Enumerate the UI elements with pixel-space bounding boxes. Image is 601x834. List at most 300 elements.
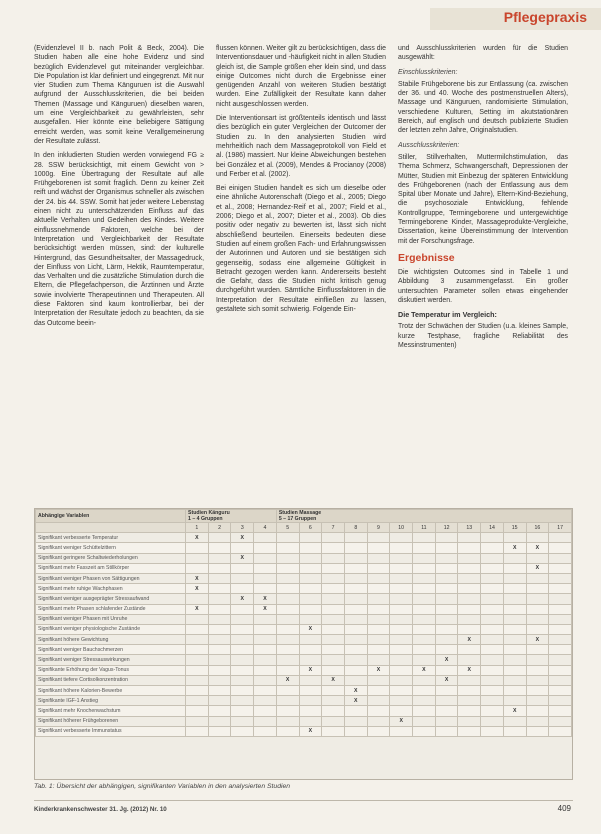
- significance-mark: X: [526, 563, 549, 573]
- table-cell: [435, 645, 458, 655]
- table-cell: [458, 706, 481, 716]
- table-cell: [322, 696, 345, 706]
- table-row: [36, 696, 572, 706]
- table-cell: [186, 563, 209, 573]
- significance-mark: X: [186, 573, 209, 583]
- table-cell: [231, 635, 254, 645]
- study-number-cell: 3: [231, 523, 254, 533]
- paragraph: und Ausschlusskriterien wurden für die Studien ausgewählt:: [398, 45, 568, 62]
- table-cell: [413, 604, 436, 614]
- significance-mark: X: [503, 706, 526, 716]
- table-cell: [322, 726, 345, 736]
- table-cell: [231, 614, 254, 624]
- table-cell: [481, 624, 504, 634]
- table-cell: [549, 614, 572, 624]
- table-cell: [322, 614, 345, 624]
- table-row: [36, 604, 572, 614]
- table-cell: [503, 716, 526, 726]
- table-cell: [344, 675, 367, 685]
- table-cell: [481, 543, 504, 553]
- table-cell: [322, 594, 345, 604]
- table-cell: [503, 573, 526, 583]
- table-cell: [344, 533, 367, 543]
- table-cell: [435, 635, 458, 645]
- table-cell: [503, 726, 526, 736]
- table-cell: [549, 594, 572, 604]
- table-cell: [481, 716, 504, 726]
- table-cell: [458, 655, 481, 665]
- table-cell: [208, 563, 231, 573]
- table-cell: [413, 645, 436, 655]
- table-cell: [458, 614, 481, 624]
- table-cell: [503, 584, 526, 594]
- variable-label: Signifikant weniger Bauchschmerzen: [36, 645, 186, 655]
- table-cell: [208, 635, 231, 645]
- table-cell: [435, 665, 458, 675]
- table-cell: [186, 624, 209, 634]
- significance-mark: X: [413, 665, 436, 675]
- significance-mark: X: [322, 675, 345, 685]
- table-cell: [435, 594, 458, 604]
- table-cell: [299, 696, 322, 706]
- table-cell: [367, 716, 390, 726]
- variables-table: [35, 509, 572, 737]
- table-cell: [299, 604, 322, 614]
- table-cell: [390, 543, 413, 553]
- table-cell: [231, 624, 254, 634]
- page-number: 409: [557, 804, 571, 813]
- table-cell: [367, 543, 390, 553]
- table-cell: [526, 645, 549, 655]
- table-cell: [231, 604, 254, 614]
- table-row: [36, 543, 572, 553]
- table-cell: [208, 533, 231, 543]
- table-cell: [481, 675, 504, 685]
- table-cell: [549, 696, 572, 706]
- significance-mark: X: [186, 604, 209, 614]
- table-cell: [435, 624, 458, 634]
- significance-mark: X: [458, 635, 481, 645]
- table-cell: [322, 655, 345, 665]
- table-cell: [322, 635, 345, 645]
- section-heading-results: Ergebnisse: [398, 251, 455, 264]
- table-cell: [481, 533, 504, 543]
- table-cell: [390, 614, 413, 624]
- table-cell: [276, 624, 299, 634]
- significance-mark: X: [299, 726, 322, 736]
- table-cell: [458, 686, 481, 696]
- table-cell: [435, 696, 458, 706]
- table-cell: [458, 553, 481, 563]
- table-cell: [526, 686, 549, 696]
- table-cell: [367, 604, 390, 614]
- significance-mark: X: [231, 533, 254, 543]
- significance-mark: X: [435, 655, 458, 665]
- table-cell: [481, 635, 504, 645]
- table-cell: [208, 624, 231, 634]
- table-cell: [413, 635, 436, 645]
- table-cell: [503, 614, 526, 624]
- table-cell: [276, 573, 299, 583]
- table-cell: [413, 563, 436, 573]
- table-cell: [299, 706, 322, 716]
- significance-mark: X: [276, 675, 299, 685]
- table-cell: [390, 686, 413, 696]
- table-cell: [231, 726, 254, 736]
- variable-label: Signifikant weniger Phasen mit Unruhe: [36, 614, 186, 624]
- table-cell: [526, 675, 549, 685]
- table-cell: [208, 594, 231, 604]
- table-row: [36, 675, 572, 685]
- table-cell: [390, 604, 413, 614]
- table-cell: [208, 716, 231, 726]
- table-cell: [254, 543, 277, 553]
- table-cell: [344, 716, 367, 726]
- table-cell: [549, 706, 572, 716]
- paragraph: In den inkludierten Studien werden vorwiegend FG ≥ 28. SSW berücksichtigt, mit einem Gewicht von > 1000g. Eine Übertragung der Resultate auf alle Frühgeborenen ist somit fraglich. Denn zu keiner Zeit reift und wächst der Organismus schneller als zwischen der 24. bis 44. SSW. Somit hat jeder weitere Lebenstag einen nicht zu unterschätzenden Einfluss auf das aktuelle Verhalten und Gedeihen des Kindes. Weitere einflussnehmende Faktoren, welche bei der Interpretation und Vergleichbarkeit der Resultate berücksichtigt werden müssen, sind: der kulturelle Hintergrund, das Gesundheitsalter, der Massagedruck, der Einfluss von Licht, Lärm, Hektik, Raumtemperatur, das Verhalten und die zusätzliche Stimulation durch die Eltern, die Pflegefachperson, die Ärztinnen und Ärzte sowie involvierte Therapeutinnen und Therapeuten. All diese Faktoren sind kaum kontrollierbar, bei der Interpretation der Resultate jedoch zu beachten, da sie das Outcome beein-: [34, 152, 204, 327]
- table-cell: [231, 716, 254, 726]
- section-label: Pflegepraxis: [503, 9, 587, 25]
- table-cell: [413, 655, 436, 665]
- significance-mark: X: [503, 543, 526, 553]
- table-cell: [458, 594, 481, 604]
- significance-mark: X: [435, 675, 458, 685]
- text-column-2: [216, 44, 386, 474]
- table-cell: [231, 584, 254, 594]
- table-cell: [367, 655, 390, 665]
- table-cell: [503, 696, 526, 706]
- study-number-cell: 6: [299, 523, 322, 533]
- table-cell: [344, 665, 367, 675]
- table-cell: [413, 543, 436, 553]
- table-cell: [526, 584, 549, 594]
- group-title: Studien Massage: [278, 510, 322, 516]
- table-cell: [526, 533, 549, 543]
- table-cell: [344, 624, 367, 634]
- significance-mark: X: [254, 594, 277, 604]
- table-cell: [322, 563, 345, 573]
- table-cell: [254, 726, 277, 736]
- table-cell: [276, 645, 299, 655]
- table-cell: [367, 675, 390, 685]
- table-cell: [435, 686, 458, 696]
- variable-label: Signifikant höhere Kalorien-Bewerbe: [36, 686, 186, 696]
- table-cell: [208, 696, 231, 706]
- journal-name: Kinderkrankenschwester 31. Jg. (2012) Nr. 10: [34, 806, 167, 813]
- table-cell: [458, 604, 481, 614]
- table-cell: [276, 533, 299, 543]
- table-cell: [390, 553, 413, 563]
- table-cell: [254, 533, 277, 543]
- table-cell: [254, 553, 277, 563]
- subheading-inclusion: Einschlusskriterien:: [398, 68, 458, 76]
- table-cell: [231, 675, 254, 685]
- table-cell: [367, 563, 390, 573]
- table-cell: [299, 563, 322, 573]
- table-cell: [367, 533, 390, 543]
- table-cell: [299, 716, 322, 726]
- table-cell: [481, 726, 504, 736]
- study-number-cell: 11: [413, 523, 436, 533]
- table-cell: [367, 573, 390, 583]
- table-cell: [299, 686, 322, 696]
- table-row: [36, 665, 572, 675]
- table-cell: [299, 533, 322, 543]
- table-cell: [458, 543, 481, 553]
- table-cell: [208, 665, 231, 675]
- paragraph: Die Interventionsart ist größtenteils identisch und lässt dies bezüglich ein guter Vergleichen der Outcomer der Studien zu. In den analysierten Studien wird mehrheitlich nach dem Massageprotokoll von Field et al. (1986) massiert. Nur kleine Abweichungen bestehen bei González et al. (2009), Mendes & Procianoy (2008) und Ferber et al. (2002).: [216, 115, 386, 178]
- table-cell: [344, 604, 367, 614]
- table-cell: [186, 706, 209, 716]
- table-cell: [549, 665, 572, 675]
- text-column-1: [34, 44, 204, 474]
- table-study-number-row: [36, 523, 572, 533]
- paragraph: Bei einigen Studien handelt es sich um dieselbe oder eine ähnliche Autorenschaft (Diego et al., 2005; Diego et al., 2008; Hernandez-Reif et al., 2007; Field et al., 2006; Diego et al., 2007; Dieter et al., 2003). Ob dies positiv oder negativ zu bewerten ist, lässt sich nicht abschließend beurteilen. Einerseits bedeuten diese Studien auf einem großen Fach- und Erfahrungswissen der Autorinnen und Autoren und sie bestätigen sich gegenseitig, sodass eine allgemeine Gültigkeit in Betracht gezogen werden kann. Andererseits besteht die Gefahr, dass die Studien nicht kritisch genug durchgeführt wurden. Sämtliche Einflussfaktoren in die Interpretation der Resultate einfließen zu lassen, gestaltete sich somit schwierig. Folgende Ein-: [216, 185, 386, 314]
- table-cell: [186, 696, 209, 706]
- table-cell: [322, 706, 345, 716]
- table-cell: [481, 584, 504, 594]
- table-row: [36, 655, 572, 665]
- table-cell: [503, 553, 526, 563]
- table-cell: [526, 604, 549, 614]
- table-cell: [549, 563, 572, 573]
- table-cell: [367, 645, 390, 655]
- study-number-cell: 15: [503, 523, 526, 533]
- group-subtitle: 5 – 17 Gruppen: [278, 516, 317, 522]
- table-cell: [413, 614, 436, 624]
- table-cell: [254, 686, 277, 696]
- table-cell: [458, 584, 481, 594]
- table-cell: [254, 696, 277, 706]
- table-cell: [322, 533, 345, 543]
- table-cell: [322, 645, 345, 655]
- table-cell: [549, 543, 572, 553]
- table-cell: [503, 563, 526, 573]
- table-cell: [208, 573, 231, 583]
- table-cell: [322, 604, 345, 614]
- table-cell: [503, 594, 526, 604]
- table-cell: [186, 686, 209, 696]
- table-cell: [208, 675, 231, 685]
- table-cell: [390, 533, 413, 543]
- study-number-cell: 14: [481, 523, 504, 533]
- table-cell: [208, 726, 231, 736]
- study-number-cell: 17: [549, 523, 572, 533]
- table-caption: Tab. 1: Übersicht der abhängigen, signifikanten Variablen in den analysierten Studien: [34, 783, 291, 790]
- variable-label: Signifikant mehr ruhige Wachphasen: [36, 584, 186, 594]
- table-cell: [276, 706, 299, 716]
- table-row: [36, 686, 572, 696]
- table-cell: [208, 686, 231, 696]
- table-cell: [367, 594, 390, 604]
- table-cell: [186, 635, 209, 645]
- table-row: [36, 533, 572, 543]
- table-cell: [503, 624, 526, 634]
- paragraph: Die wichtigsten Outcomes sind in Tabelle 1 und Abbildung 3 zusammengefasst. Ein großer untersuchten Parameter sollen etwas eingehender diskutiert werden.: [398, 268, 568, 304]
- table-cell: [549, 655, 572, 665]
- table-cell: [413, 533, 436, 543]
- table-cell: [481, 686, 504, 696]
- table-row: [36, 645, 572, 655]
- table-cell: [322, 543, 345, 553]
- table-cell: [526, 614, 549, 624]
- variable-label: Signifikant weniger Schüttelzittern: [36, 543, 186, 553]
- table-cell: [322, 624, 345, 634]
- study-number-cell: 2: [208, 523, 231, 533]
- significance-mark: X: [344, 696, 367, 706]
- table-cell: [549, 553, 572, 563]
- table-cell: [186, 594, 209, 604]
- table-cell: [276, 604, 299, 614]
- table-cell: [390, 624, 413, 634]
- table-cell: [526, 624, 549, 634]
- table-cell: [299, 614, 322, 624]
- table-cell: [299, 635, 322, 645]
- table-cell: [322, 553, 345, 563]
- table-cell: [413, 696, 436, 706]
- results-table: [34, 508, 573, 780]
- study-number-cell: 5: [276, 523, 299, 533]
- table-cell: [254, 563, 277, 573]
- table-cell: [549, 533, 572, 543]
- table-cell: [390, 573, 413, 583]
- study-number-cell: 8: [344, 523, 367, 533]
- study-number-cell: 10: [390, 523, 413, 533]
- table-cell: [299, 584, 322, 594]
- paragraph: Trotz der Schwächen der Studien (u.a. kleines Sample, kurze Testphase, fragliche Reliabilität des Messinstrumenten): [398, 323, 568, 350]
- table-cell: [458, 645, 481, 655]
- study-number-cell: 13: [458, 523, 481, 533]
- significance-mark: X: [390, 716, 413, 726]
- significance-mark: X: [254, 604, 277, 614]
- table-row: [36, 553, 572, 563]
- table-cell: [186, 614, 209, 624]
- table-cell: [231, 563, 254, 573]
- study-number-cell: 4: [254, 523, 277, 533]
- table-cell: [344, 563, 367, 573]
- table-cell: [549, 573, 572, 583]
- table-cell: [549, 726, 572, 736]
- significance-mark: X: [231, 553, 254, 563]
- table-cell: [276, 614, 299, 624]
- table-cell: [458, 675, 481, 685]
- significance-mark: X: [367, 665, 390, 675]
- study-number-cell: 1: [186, 523, 209, 533]
- table-cell: [208, 543, 231, 553]
- significance-mark: X: [299, 665, 322, 675]
- table-cell: [481, 706, 504, 716]
- table-cell: [344, 594, 367, 604]
- table-cell: [435, 543, 458, 553]
- table-cell: [254, 655, 277, 665]
- table-cell: [208, 584, 231, 594]
- table-cell: [549, 645, 572, 655]
- variable-label: Signifikant geringere Schaltwiederholungen: [36, 553, 186, 563]
- table-cell: [208, 706, 231, 716]
- table-cell: [299, 553, 322, 563]
- group-title: Studien Känguru: [188, 510, 230, 516]
- table-cell: [186, 716, 209, 726]
- significance-mark: X: [344, 686, 367, 696]
- table-cell: [549, 686, 572, 696]
- table-cell: [526, 665, 549, 675]
- table-cell: [367, 553, 390, 563]
- variable-label: Signifikant weniger ausgeprägter Stressaufwand: [36, 594, 186, 604]
- study-number-cell: 9: [367, 523, 390, 533]
- table-row: [36, 573, 572, 583]
- variable-label: Signifikant weniger physiologische Zustände: [36, 624, 186, 634]
- table-cell: [276, 543, 299, 553]
- variable-label: Signifikant mehr Phasen schlafender Zustände: [36, 604, 186, 614]
- table-cell: [322, 573, 345, 583]
- variable-label: Signifikante IGF-1 Anstieg: [36, 696, 186, 706]
- table-cell: [390, 696, 413, 706]
- table-cell: [231, 645, 254, 655]
- table-cell: [299, 543, 322, 553]
- significance-mark: X: [186, 584, 209, 594]
- table-cell: [276, 686, 299, 696]
- table-cell: [276, 584, 299, 594]
- table-cell: [254, 624, 277, 634]
- significance-mark: X: [526, 543, 549, 553]
- table-cell: [299, 594, 322, 604]
- text-column-3: [398, 44, 568, 474]
- table-cell: [435, 614, 458, 624]
- table-cell: [549, 584, 572, 594]
- table-cell: [503, 635, 526, 645]
- variable-label: Signifikant mehr Knochenwachstum: [36, 706, 186, 716]
- table-cell: [503, 533, 526, 543]
- table-cell: [458, 563, 481, 573]
- table-cell: [208, 655, 231, 665]
- significance-mark: X: [526, 635, 549, 645]
- table-cell: [435, 533, 458, 543]
- table-cell: [367, 706, 390, 716]
- table-cell: [344, 635, 367, 645]
- table-cell: [367, 686, 390, 696]
- table-cell: [481, 614, 504, 624]
- table-cell: [458, 533, 481, 543]
- table-cell: [458, 726, 481, 736]
- table-cell: [299, 573, 322, 583]
- table-cell: [549, 604, 572, 614]
- table-cell: [276, 716, 299, 726]
- table-cell: [435, 726, 458, 736]
- table-row: [36, 635, 572, 645]
- table-cell: [390, 594, 413, 604]
- table-row: [36, 584, 572, 594]
- table-cell: [276, 665, 299, 675]
- table-cell: [481, 696, 504, 706]
- table-cell: [231, 706, 254, 716]
- table-cell: [208, 553, 231, 563]
- paragraph: flussen können. Weiter gilt zu berücksichtigen, dass die Interventionsdauer und -häufigkeit nicht in allen Studien gleich ist, die Sample größen eher klein sind, und dass einige Outcomes nicht durch die Ergebnisse einer genügenden Anzahl von weiteren Studien bestätigt wurden. Eine Zufälligkeit der Resultate kann daher nicht ausgeschlossen werden.: [216, 45, 386, 108]
- table-cell: [481, 563, 504, 573]
- table-cell: [526, 594, 549, 604]
- table-cell: [367, 635, 390, 645]
- table-corner-cell: [36, 523, 186, 533]
- table-cell: [367, 614, 390, 624]
- variable-label: Signifikante Erhöhung der Vagus-Tonus: [36, 665, 186, 675]
- table-cell: [276, 655, 299, 665]
- table-row: [36, 594, 572, 604]
- table-cell: [390, 635, 413, 645]
- table-cell: [413, 624, 436, 634]
- table-cell: [526, 696, 549, 706]
- table-cell: [458, 716, 481, 726]
- table-cell: [503, 665, 526, 675]
- table-cell: [503, 675, 526, 685]
